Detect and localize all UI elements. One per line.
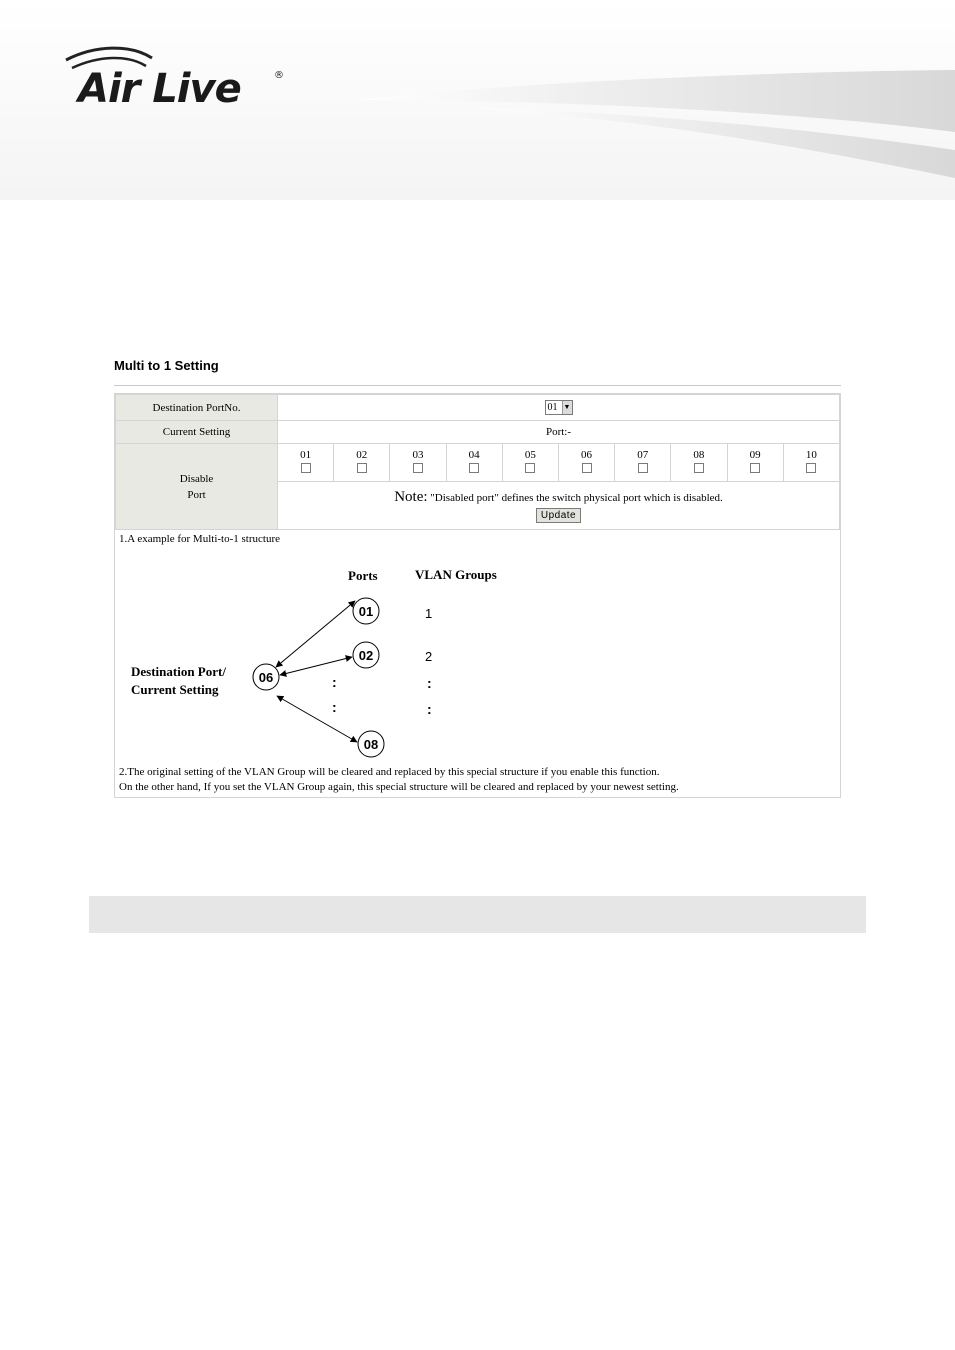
airlive-logo: Air Live xyxy=(78,66,241,112)
title-divider xyxy=(114,385,841,386)
arrows xyxy=(276,601,357,742)
port-ellipsis-2: : xyxy=(332,699,337,715)
current-setting-caption: Current Setting xyxy=(131,682,219,697)
current-setting-value: Port:- xyxy=(278,421,840,444)
vlan-ellipsis-1: : xyxy=(427,675,432,691)
port-node-02 xyxy=(353,642,379,668)
disable-port-label-line1: Disable xyxy=(179,472,214,485)
destination-port-label: Destination PortNo. xyxy=(116,395,278,421)
destination-port-caption: Destination Port/ xyxy=(131,664,226,679)
page-header xyxy=(0,0,955,200)
section-title: Multi to 1 Setting xyxy=(114,358,219,373)
destination-port-value: 01 xyxy=(547,402,558,413)
arrow-06-to-02 xyxy=(280,657,352,675)
port-node-08 xyxy=(358,731,384,757)
port-ellipsis-1: : xyxy=(332,674,337,690)
arrow-06-to-01 xyxy=(276,601,355,667)
port-number: 09 xyxy=(749,449,761,461)
section-heading-band xyxy=(89,896,866,933)
vlan-groups-header: VLAN Groups xyxy=(415,567,497,582)
multi-to-1-panel xyxy=(114,393,841,798)
disable-port-label-line2: Port xyxy=(187,488,206,501)
port-number: 04 xyxy=(468,449,480,461)
port-number: 10 xyxy=(805,449,817,461)
vlan-group-1: 1 xyxy=(425,606,433,621)
dropdown-arrow-icon[interactable]: ▼ xyxy=(562,401,572,414)
example-line-3: On the other hand, If you set the VLAN Group again, this special structure will be cleared and replaced by your newest setting. xyxy=(119,781,679,793)
example-line-1: 1.A example for Multi-to-1 structure xyxy=(119,533,280,545)
port-node-01 xyxy=(353,598,379,624)
port-number: 01 xyxy=(300,449,312,461)
note-prefix: Note: xyxy=(394,488,428,505)
port-number: 06 xyxy=(581,449,593,461)
multi-to-1-diagram xyxy=(115,394,840,794)
current-setting-label: Current Setting xyxy=(116,421,278,444)
registered-mark: ® xyxy=(274,70,284,81)
ports-header: Ports xyxy=(348,568,378,583)
port-number: 05 xyxy=(524,449,536,461)
port-node-06 xyxy=(253,664,279,690)
note-text: "Disabled port" defines the switch physical port which is disabled. xyxy=(430,491,723,504)
port-node-08-label: 08 xyxy=(363,737,379,752)
port-number: 08 xyxy=(693,449,705,461)
update-button[interactable]: Update xyxy=(536,508,581,523)
example-line-2: 2.The original setting of the VLAN Group will be cleared and replaced by this special structure if you enable this function. xyxy=(119,766,660,778)
port-number: 07 xyxy=(637,449,649,461)
port-number: 02 xyxy=(356,449,368,461)
port-node-02-label: 02 xyxy=(358,648,374,663)
vlan-ellipsis-2: : xyxy=(427,701,432,717)
vlan-group-2: 2 xyxy=(425,649,433,664)
arrow-06-to-08 xyxy=(277,696,357,742)
port-node-01-label: 01 xyxy=(358,604,374,619)
port-node-06-label: 06 xyxy=(258,670,274,685)
port-number: 03 xyxy=(412,449,424,461)
